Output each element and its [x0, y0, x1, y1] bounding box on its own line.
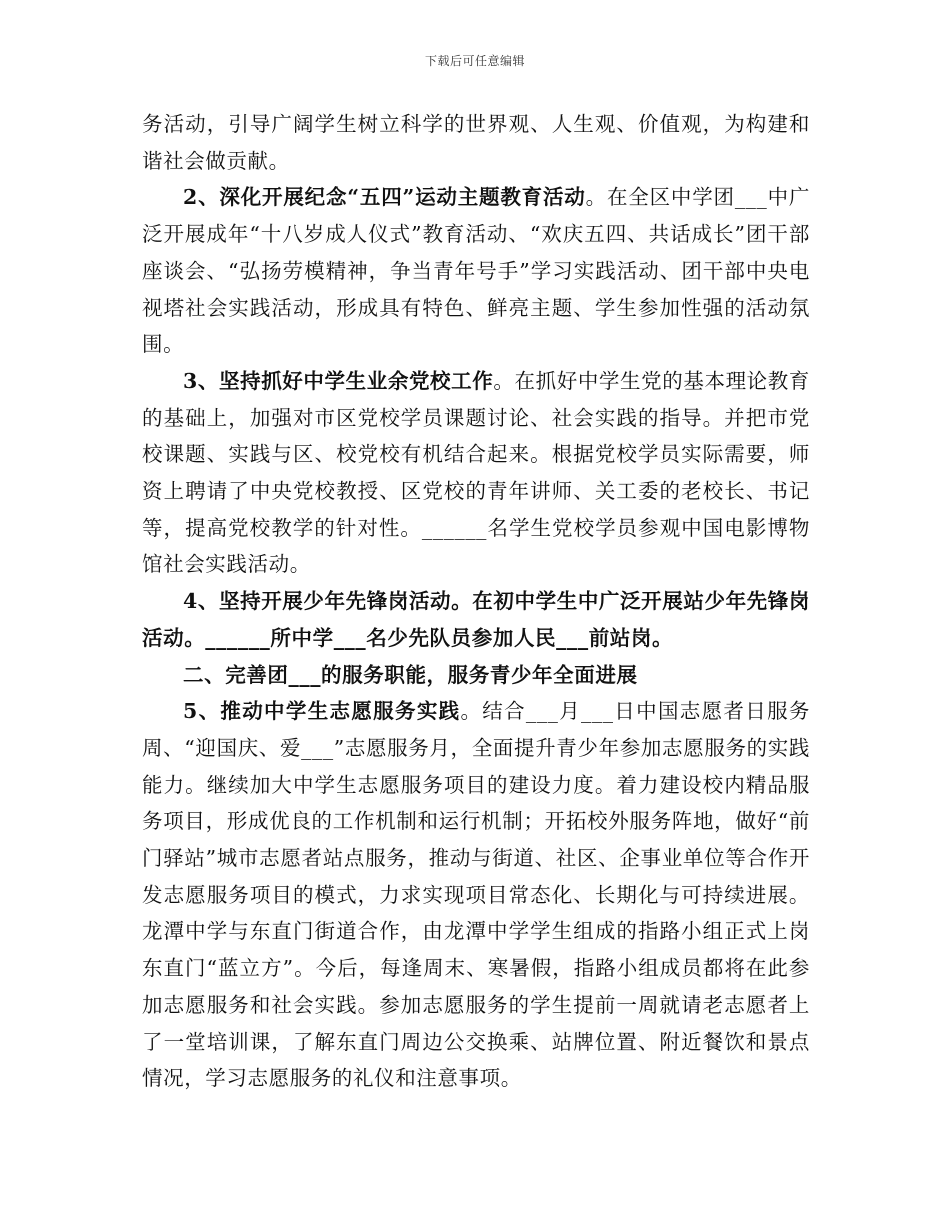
paragraph-text: 。在全区中学团___中广泛开展成年“十八岁成人仪式”教育活动、“欢庆五四、共话成长”团干部座谈会、“弘扬劳模精神，争当青年号手”学习实践活动、团干部中央电视塔社会实践活动，形成具有特色、鲜亮主题、学生参加性强的活动氛围。 [142, 185, 810, 357]
paragraph-item-3 [142, 363, 810, 583]
paragraph-item-5 [142, 693, 810, 1097]
page-header: 下载后可任意编辑 [424, 54, 525, 68]
paragraph-text: 务活动，引导广阔学生树立科学的世界观、人生观、价值观，为构建和谐社会做贡献。 [142, 112, 810, 173]
section-heading [142, 657, 810, 694]
paragraph-item-4 [142, 583, 810, 656]
paragraph-heading: 2、深化开展纪念“五四”运动主题教育活动 [183, 185, 586, 210]
paragraph-heading: 5、推动中学生志愿服务实践 [183, 699, 461, 724]
paragraph-continuation [142, 106, 810, 179]
paragraph-text: 4、坚持开展少年先锋岗活动。在初中学生中广泛开展站少年先锋岗活动。______所中学___名少先队员参加人民___前站岗。 [142, 589, 810, 650]
paragraph-text: 。在抓好中学生党的基本理论教育的基础上，加强对市区党校学员课题讨论、社会实践的指导。并把市党校课题、实践与区、校党校有机结合起来。根据党校学员实际需要，师资上聘请了中央党校教授、区党校的青年讲师、关工委的老校长、书记等，提高党校教学的针对性。______名学生党校学员参观中国电影博物馆社会实践活动。 [142, 368, 811, 577]
paragraph-heading: 3、坚持抓好中学生业余党校工作 [183, 368, 494, 393]
paragraph-item-2 [142, 179, 810, 363]
document-body [142, 106, 810, 1097]
section-heading-text: 二、完善团___的服务职能，服务青少年全面进展 [183, 662, 638, 687]
paragraph-text: 。结合___月___日中国志愿者日服务周、“迎国庆、爱___”志愿服务月，全面提升青少年参加志愿服务的实践能力。继续加大中学生志愿服务项目的建设力度。着力建设校内精品服务项目，形成优良的工作机制和运行机制；开拓校外服务阵地，做好“前门驿站”城市志愿者站点服务，推动与街道、社区、企事业单位等合作开发志愿服务项目的模式，力求实现项目常态化、长期化与可持续进展。龙潭中学与东直门街道合作，由龙潭中学学生组成的指路小组正式上岗东直门“蓝立方”。今后，每逢周末、寒暑假，指路小组成员都将在此参加志愿服务和社会实践。参加志愿服务的学生提前一周就请老志愿者上了一堂培训课，了解东直门周边公交换乘、站牌位置、附近餐饮和景点情况，学习志愿服务的礼仪和注意事项。 [142, 699, 810, 1091]
